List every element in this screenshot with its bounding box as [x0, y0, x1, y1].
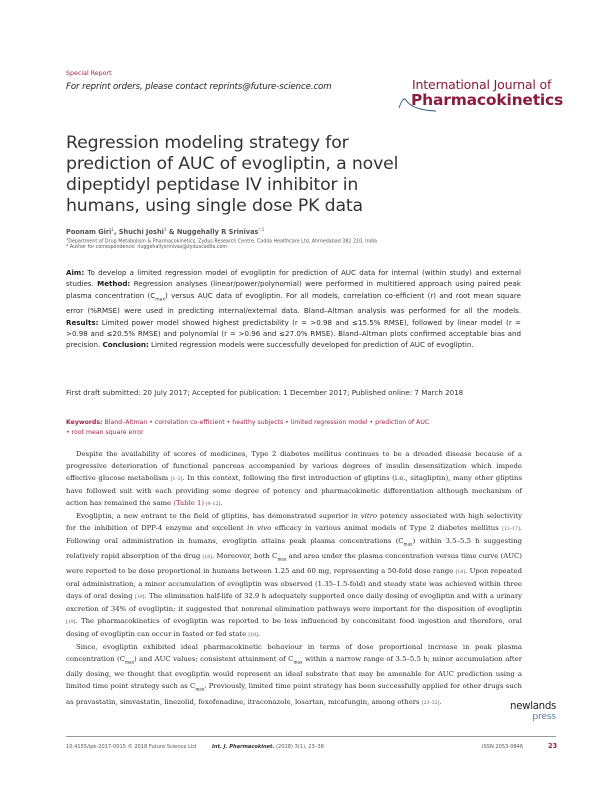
keyword[interactable]: limited regression model [290, 419, 368, 426]
citation-link[interactable]: [23–32] [421, 700, 440, 706]
keyword[interactable]: Bland–Altman [104, 419, 148, 426]
keyword[interactable]: healthy subjects [232, 419, 284, 426]
author-list: Poonam Giri$^1$, Shuchi Joshi$^1$ & Nuggehally R Srinivas$^{*,1}$ [66, 227, 265, 237]
citation-link[interactable]: [19] [66, 620, 76, 626]
paragraph: Despite the availability of scores of medicines, Type 2 diabetes mellitus continues to be a dreaded disease because of a progressive deterioration of functional pancreas accompanied by various degrees of insulin desensitization which impede effective glucose metabolism [1–3]. In this context, following the first introduction of gliptins (i.e., sitagliptin), many other gliptins have followed suit with each providing some degree of potency and pharmacokinetic differentiation although mechanism of action has remained the same (Table 1) [4–12]. [66, 450, 522, 507]
citation-link[interactable]: [19] [134, 595, 145, 601]
submission-dates: First draft submitted: 20 July 2017; Accepted for publication: 1 December 2017; Published online: 7 March 2018 [66, 388, 464, 397]
pk-curve-icon [398, 94, 438, 114]
keyword[interactable]: correlation co-efficient [154, 419, 225, 426]
citation-link[interactable]: [18] [455, 570, 466, 576]
keyword[interactable]: root mean square error [71, 429, 144, 436]
citation-link[interactable]: [4–12] [204, 501, 221, 507]
keywords: Keywords: Bland–Altman • correlation co-efficient • healthy subjects • limited regression model • prediction of AUC • root mean square error [66, 419, 430, 436]
paragraph: Since, evogliptin exhibited ideal pharmacokinetic behaviour in terms of dose proportional increase in peak plasma concentration $(C_{max})$ and AUC values; consistent attainment of $C_{max}$ within a narrow range of 3.5–5.5 h; minor accumulation after daily dosing, we thought that evogliptin would represent an ideal substrate that may be amenable for AUC prediction using a limited time point strategy such as $C_{max}$. Previously, limited time point strategy has been successfully applied for other drugs such as pravastatin, simvastatin, linezolid, fexofenadine, itraconazole, losartan, micafungin, among others [23–32]. [66, 643, 522, 706]
journal-name-line1: International Journal of [412, 77, 552, 92]
keyword[interactable]: prediction of AUC [375, 419, 430, 426]
journal-name-line2: Pharmacokinetics [411, 91, 564, 109]
paragraph: Evogliptin, a new entrant to the field of gliptins, has demonstrated superior in vitro potency associated with high selectivity for the inhibition of DPP-4 enzyme and excellent in vivo efficacy in various animal models of Type 2 diabetes mellitus [13–17]. Following oral administration in humans, evogliptin attains peak plasma concentrations $(C_{max})$ within 3.5–5.5 h suggesting relatively rapid absorption of the drug [18]. Moreover, both $C_{max}$ and area under the plasma concentration versus time curve (AUC) were reported to be dose proportional in humans between 1.25 and 60 mg, representing a 50-fold dose range [18]. Upon repeated oral administration, a minor accumulation of evogliptin was observed (1.35–1.5-fold) and steady state was achieved within three days of oral dosing [19]. The elimination half-life of 32.9 h adequately supported once daily dosing of evogliptin and with a urinary excretion of 34% of evogliptin; it suggested that nonrenal elimination pathways were important for the disposition of evogliptin [19]. The pharmacokinetics of evogliptin was reported to be less influenced by concomitant food ingestion and therefore, oral dosing of evogliptin can occur in fasted or fed state [18]. [66, 511, 523, 639]
affiliation: $^1$Department of Drug Metabolism & Pharmacokinetics, Zydus Research Centre, Cadila Healthcare Ltd, Ahmedabad 382 210, India [66, 237, 377, 245]
footer-doi: 10.4155/ipk-2017-0015 © 2018 Future Science Ltd [66, 744, 197, 750]
citation-link[interactable]: [1–3] [170, 476, 183, 482]
section-label: Special Report [66, 70, 112, 77]
citation-link[interactable]: [13–17] [502, 526, 520, 532]
correspondence: * Author for correspondence: nuggehallysrinivas@zyduscadila.com [66, 245, 228, 250]
author-name: Poonam Giri [66, 228, 112, 237]
footer-issn: ISSN 2053-0846 [482, 744, 524, 750]
author-name: Nuggehally R Srinivas [176, 228, 259, 237]
table-link[interactable]: (Table 1) [173, 498, 205, 507]
journal-logo [398, 77, 564, 109]
author-name: Shuchi Joshi [118, 228, 164, 237]
footer-citation: Int. J. Pharmacokinet. (2018) 3(1), 23–38 [212, 744, 324, 750]
page-number: 23 [548, 742, 558, 750]
citation-link[interactable]: [18] [202, 555, 212, 560]
footer-divider [66, 736, 556, 737]
body-text [66, 449, 522, 710]
abstract: Aim: To develop a limited regression model of evogliptin for prediction of AUC data for internal (within study) and external studies. Method: Regression analyses (linear/power/polynomial) were performed in multitiered approach using paired peak plasma concentration $(C_{max})$ versus AUC data of evogliptin. For all models, correlation co-efficient (r) and root mean square error (%RMSE) were used in predicting internal/external data. Bland–Altman analysis was performed for all the models. Results: Limited power model showed highest predictability (r = >0.98 and ≤15.5% RMSE), followed by linear model (r = >0.98 and ≤20.5% RMSE) and polynomial (r = >0.96 and ≤27.0% RMSE). Bland–Altman plots confirmed acceptable bias and precision. Conclusion: Limited regression models were successfully developed for prediction of AUC of evogliptin. [66, 268, 521, 350]
publisher-logo: newlands press [510, 701, 556, 722]
citation-link[interactable]: [18] [248, 633, 258, 639]
reprint-notice: For reprint orders, please contact reprints@future-science.com [66, 82, 332, 92]
article-title: Regression modeling strategy for prediction of AUC of evogliptin, a novel dipeptidyl peptidase IV inhibitor in humans, using single dose PK data [66, 133, 399, 216]
